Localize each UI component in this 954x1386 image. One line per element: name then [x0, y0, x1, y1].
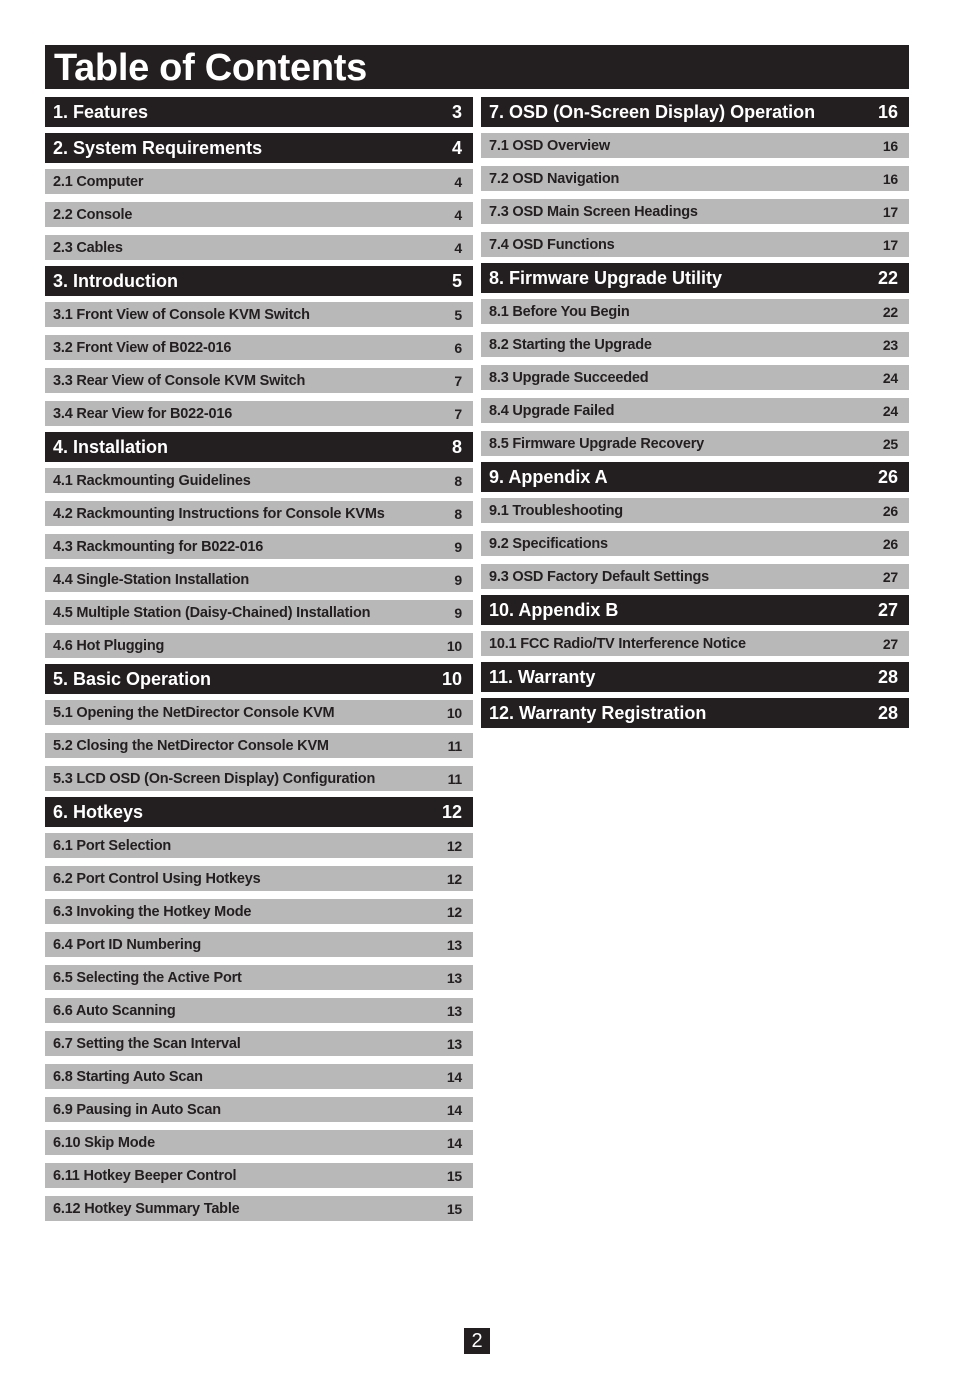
toc-section-entry[interactable] — [481, 698, 909, 728]
toc-entry-label: 6.5 Selecting the Active Port — [53, 969, 242, 986]
toc-subsection-entry[interactable] — [481, 232, 909, 257]
toc-entry-page: 12 — [446, 870, 462, 887]
toc-section-entry[interactable] — [481, 97, 909, 127]
toc-entry-page: 24 — [882, 369, 898, 386]
toc-subsection-entry[interactable] — [45, 401, 473, 426]
toc-subsection-entry[interactable] — [45, 202, 473, 227]
toc-entry-label: 5.1 Opening the NetDirector Console KVM — [53, 704, 335, 721]
toc-entry-label: 5.2 Closing the NetDirector Console KVM — [53, 737, 329, 754]
toc-entry-label: 7.4 OSD Functions — [489, 236, 615, 253]
toc-entry-label: 8.2 Starting the Upgrade — [489, 336, 652, 353]
toc-entry-label: 2. System Requirements — [53, 137, 263, 158]
toc-entry-label: 6.4 Port ID Numbering — [53, 936, 202, 953]
toc-entry-label: 4.2 Rackmounting Instructions for Console KVMs — [53, 505, 385, 522]
toc-entry-label: 5.3 LCD OSD (On-Screen Display) Configuration — [53, 770, 376, 787]
toc-subsection-entry[interactable] — [45, 1097, 473, 1122]
toc-subsection-entry[interactable] — [45, 1031, 473, 1056]
toc-entry-page: 16 — [877, 101, 898, 122]
toc-subsection-entry[interactable] — [481, 564, 909, 589]
toc-subsection-entry[interactable] — [45, 766, 473, 791]
toc-subsection-entry[interactable] — [45, 302, 473, 327]
toc-entry-label: 3.1 Front View of Console KVM Switch — [53, 306, 310, 323]
toc-subsection-entry[interactable] — [45, 368, 473, 393]
toc-entry-page: 7 — [454, 405, 462, 422]
toc-entry-page: 14 — [446, 1101, 462, 1118]
toc-subsection-entry[interactable] — [45, 998, 473, 1023]
toc-entry-page: 16 — [882, 170, 898, 187]
toc-entry-page: 17 — [882, 236, 898, 253]
toc-entry-label: 8.4 Upgrade Failed — [489, 402, 615, 419]
toc-entry-label: 6.10 Skip Mode — [53, 1134, 155, 1151]
toc-entry-page: 13 — [446, 936, 462, 953]
toc-entry-label: 9. Appendix A — [489, 466, 608, 487]
toc-entry-page: 4 — [454, 239, 462, 256]
toc-entry-page: 15 — [446, 1167, 462, 1184]
toc-entry-page: 8 — [451, 436, 462, 457]
toc-entry-page: 22 — [877, 267, 898, 288]
toc-subsection-entry[interactable] — [481, 631, 909, 656]
toc-entry-page: 27 — [877, 599, 898, 620]
toc-subsection-entry[interactable] — [45, 335, 473, 360]
toc-entry-label: 10.1 FCC Radio/TV Interference Notice — [489, 635, 746, 652]
toc-entry-label: 4.5 Multiple Station (Daisy-Chained) Installation — [53, 604, 371, 621]
toc-subsection-entry[interactable] — [45, 1130, 473, 1155]
toc-entry-label: 6.11 Hotkey Beeper Control — [53, 1167, 237, 1184]
toc-entry-page: 5 — [454, 306, 462, 323]
toc-subsection-entry[interactable] — [45, 1196, 473, 1221]
toc-entry-page: 13 — [446, 969, 462, 986]
toc-subsection-entry[interactable] — [45, 169, 473, 194]
toc-entry-label: 6.3 Invoking the Hotkey Mode — [53, 903, 252, 920]
toc-section-entry[interactable] — [45, 432, 473, 462]
toc-section-entry[interactable] — [45, 266, 473, 296]
toc-entry-label: 6.7 Setting the Scan Interval — [53, 1035, 241, 1052]
toc-subsection-entry[interactable] — [45, 600, 473, 625]
toc-entry-page: 4 — [454, 173, 462, 190]
toc-entry-label: 12. Warranty Registration — [489, 702, 707, 723]
toc-entry-label: 2.2 Console — [53, 206, 133, 223]
toc-entry-label: 3.3 Rear View of Console KVM Switch — [53, 372, 306, 389]
toc-entry-page: 13 — [446, 1002, 462, 1019]
toc-entry-label: 8.3 Upgrade Succeeded — [489, 369, 649, 386]
toc-entry-page: 4 — [454, 206, 462, 223]
toc-entry-label: 11. Warranty — [489, 666, 596, 687]
toc-entry-page: 25 — [882, 435, 898, 452]
toc-entry-page: 26 — [882, 502, 898, 519]
toc-subsection-entry[interactable] — [45, 700, 473, 725]
toc-entry-label: 7.1 OSD Overview — [489, 137, 610, 154]
toc-entry-label: 6.12 Hotkey Summary Table — [53, 1200, 240, 1217]
toc-subsection-entry[interactable] — [45, 501, 473, 526]
toc-subsection-entry[interactable] — [481, 365, 909, 390]
toc-entry-label: 8. Firmware Upgrade Utility — [489, 267, 723, 288]
toc-section-entry[interactable] — [481, 595, 909, 625]
toc-subsection-entry[interactable] — [481, 398, 909, 423]
toc-subsection-entry[interactable] — [45, 633, 473, 658]
toc-subsection-entry[interactable] — [45, 866, 473, 891]
toc-entry-label: 9.1 Troubleshooting — [489, 502, 623, 519]
toc-entry-page: 5 — [451, 270, 462, 291]
toc-subsection-entry[interactable] — [481, 531, 909, 556]
toc-subsection-entry[interactable] — [45, 1064, 473, 1089]
page-number: 2 — [464, 1328, 490, 1354]
page-title: Table of Contents — [45, 45, 909, 89]
toc-entry-label: 6.9 Pausing in Auto Scan — [53, 1101, 221, 1118]
toc-subsection-entry[interactable] — [481, 199, 909, 224]
toc-entry-page: 11 — [447, 737, 462, 754]
toc-entry-label: 3.4 Rear View for B022-016 — [53, 405, 233, 422]
toc-entry-page: 10 — [441, 668, 462, 689]
toc-entry-label: 3.2 Front View of B022-016 — [53, 339, 232, 356]
toc-entry-label: 6. Hotkeys — [53, 801, 144, 822]
toc-section-entry[interactable] — [45, 664, 473, 694]
toc-entry-page: 10 — [446, 704, 462, 721]
toc-entry-label: 6.6 Auto Scanning — [53, 1002, 176, 1019]
toc-entry-label: 5. Basic Operation — [53, 668, 212, 689]
toc-entry-label: 8.1 Before You Begin — [489, 303, 630, 320]
toc-subsection-entry[interactable] — [481, 498, 909, 523]
toc-entry-page: 26 — [882, 535, 898, 552]
toc-entry-page: 14 — [446, 1068, 462, 1085]
toc-subsection-entry[interactable] — [481, 133, 909, 158]
toc-entry-page: 12 — [446, 903, 462, 920]
toc-entry-label: 4.6 Hot Plugging — [53, 637, 165, 654]
toc-entry-page: 9 — [454, 604, 462, 621]
toc-entry-label: 2.3 Cables — [53, 239, 123, 256]
toc-entry-page: 9 — [454, 571, 462, 588]
toc-subsection-entry[interactable] — [45, 235, 473, 260]
toc-entry-label: 3. Introduction — [53, 270, 178, 291]
toc-entry-label: 7.2 OSD Navigation — [489, 170, 620, 187]
toc-section-entry[interactable] — [481, 462, 909, 492]
toc-entry-page: 22 — [882, 303, 898, 320]
toc-entry-label: 1. Features — [53, 101, 149, 122]
toc-section-entry[interactable] — [45, 97, 473, 127]
toc-entry-page: 9 — [454, 538, 462, 555]
toc-section-entry[interactable] — [481, 263, 909, 293]
toc-subsection-entry[interactable] — [481, 299, 909, 324]
toc-entry-page: 13 — [446, 1035, 462, 1052]
toc-entry-label: 7.3 OSD Main Screen Headings — [489, 203, 698, 220]
toc-entry-label: 4. Installation — [53, 436, 169, 457]
toc-subsection-entry[interactable] — [481, 431, 909, 456]
toc-subsection-entry[interactable] — [45, 1163, 473, 1188]
toc-subsection-entry[interactable] — [45, 567, 473, 592]
toc-entry-label: 2.1 Computer — [53, 173, 144, 190]
toc-entry-page: 12 — [441, 801, 462, 822]
toc-subsection-entry[interactable] — [45, 932, 473, 957]
toc-entry-page: 7 — [454, 372, 462, 389]
toc-entry-page: 4 — [451, 137, 462, 158]
toc-entry-page: 26 — [877, 466, 898, 487]
toc-entry-label: 9.3 OSD Factory Default Settings — [489, 568, 710, 585]
toc-subsection-entry[interactable] — [481, 332, 909, 357]
toc-entry-page: 27 — [882, 635, 898, 652]
toc-entry-page: 8 — [454, 505, 462, 522]
toc-subsection-entry[interactable] — [481, 166, 909, 191]
toc-entry-page: 17 — [882, 203, 898, 220]
toc-section-entry[interactable] — [481, 662, 909, 692]
toc-entry-label: 6.2 Port Control Using Hotkeys — [53, 870, 261, 887]
toc-entry-page: 23 — [882, 336, 898, 353]
toc-entry-page: 15 — [446, 1200, 462, 1217]
toc-subsection-entry[interactable] — [45, 733, 473, 758]
toc-entry-label: 8.5 Firmware Upgrade Recovery — [489, 435, 705, 452]
toc-section-entry[interactable] — [45, 797, 473, 827]
toc-subsection-entry[interactable] — [45, 833, 473, 858]
toc-entry-page: 8 — [454, 472, 462, 489]
toc-entry-page: 14 — [446, 1134, 462, 1151]
toc-entry-page: 27 — [882, 568, 898, 585]
toc-entry-page: 3 — [451, 101, 462, 122]
toc-entry-page: 6 — [454, 339, 462, 356]
toc-subsection-entry[interactable] — [45, 965, 473, 990]
toc-subsection-entry[interactable] — [45, 899, 473, 924]
toc-entry-label: 6.8 Starting Auto Scan — [53, 1068, 203, 1085]
toc-right-column — [481, 97, 909, 728]
toc-entry-label: 4.1 Rackmounting Guidelines — [53, 472, 251, 489]
toc-entry-page: 28 — [877, 702, 898, 723]
toc-entry-label: 4.3 Rackmounting for B022-016 — [53, 538, 264, 555]
toc-entry-page: 16 — [882, 137, 898, 154]
toc-subsection-entry[interactable] — [45, 468, 473, 493]
toc-entry-page: 10 — [446, 637, 462, 654]
toc-entry-label: 6.1 Port Selection — [53, 837, 172, 854]
toc-entry-label: 4.4 Single-Station Installation — [53, 571, 250, 588]
toc-entry-label: 7. OSD (On-Screen Display) Operation — [489, 101, 816, 122]
toc-left-column — [45, 97, 473, 1221]
toc-subsection-entry[interactable] — [45, 534, 473, 559]
toc-entry-page: 12 — [446, 837, 462, 854]
toc-entry-page: 28 — [877, 666, 898, 687]
toc-entry-page: 24 — [882, 402, 898, 419]
toc-entry-label: 9.2 Specifications — [489, 535, 608, 552]
toc-entry-page: 11 — [447, 770, 462, 787]
toc-entry-label: 10. Appendix B — [489, 599, 619, 620]
toc-section-entry[interactable] — [45, 133, 473, 163]
